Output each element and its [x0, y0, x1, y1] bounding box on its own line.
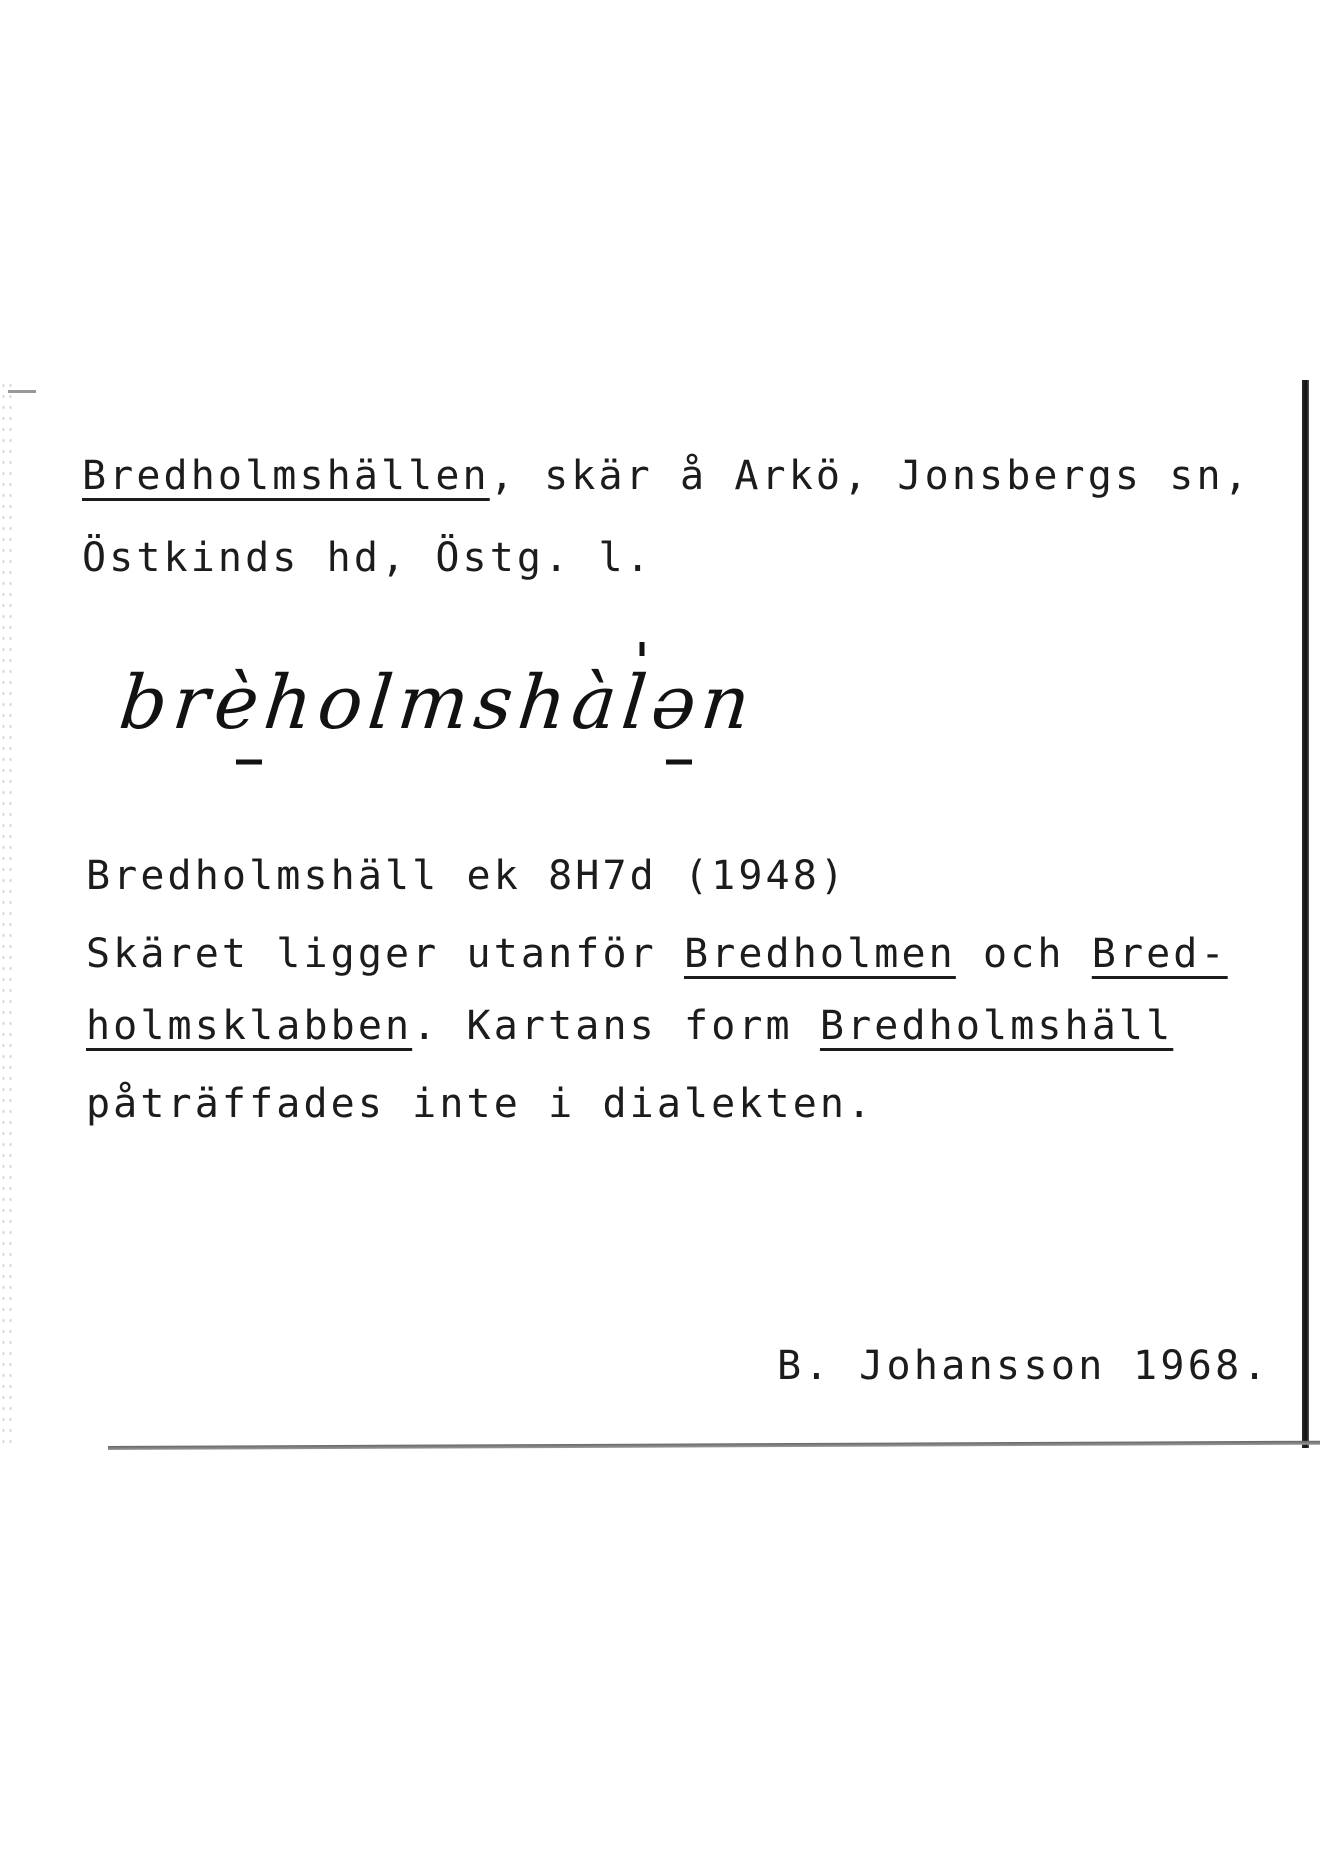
comment-text: . Kartans form	[412, 1003, 820, 1049]
signature: B. Johansson 1968.	[777, 1343, 1270, 1389]
place-name-bredholmsklabben-part2: holmsklabben	[86, 1003, 413, 1049]
card-right-edge	[1302, 380, 1309, 1448]
entry-title-line	[82, 453, 1251, 499]
place-name-bredholmen: Bredholmen	[684, 931, 956, 977]
handwritten-pronunciation	[115, 640, 820, 770]
headword: Bredholmshällen	[82, 453, 490, 499]
place-name-bredholmsklabben-part1: Bred-	[1091, 931, 1228, 977]
comment-text: Skäret ligger utanför	[86, 931, 685, 977]
comment-line-1	[86, 931, 1228, 977]
map-reference-line: Bredholmshäll ek 8H7d (1948)	[86, 853, 848, 899]
pronunciation-marks	[120, 640, 820, 770]
scan-edge-noise	[0, 380, 14, 1450]
comment-line-2	[86, 1003, 1174, 1049]
district-line: Östkinds hd, Östg. l.	[82, 535, 653, 581]
comment-line-3: påträffades inte i dialekten.	[86, 1081, 875, 1127]
map-form-name: Bredholmshäll	[819, 1003, 1174, 1049]
location-text: , skär å Arkö, Jonsbergs sn,	[489, 453, 1251, 499]
comment-text: och	[955, 931, 1092, 977]
scan-mark	[8, 390, 36, 393]
pronunciation-text: brèholmshàlən	[115, 660, 760, 746]
